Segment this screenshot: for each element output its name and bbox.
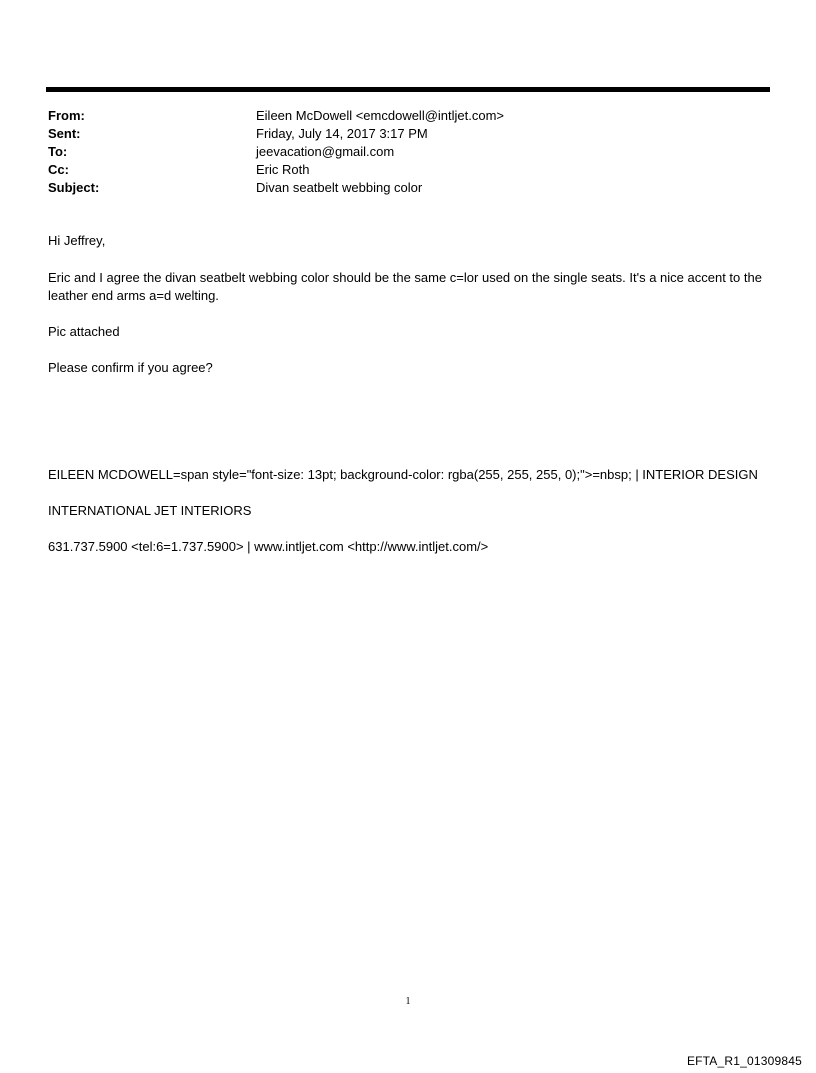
to-label: To:	[48, 144, 68, 159]
subject-value: Divan seatbelt webbing color	[256, 180, 423, 195]
confirm-question: Please confirm if you agree?	[48, 360, 213, 375]
from-label: From:	[48, 108, 85, 123]
pic-attached-note: Pic attached	[48, 324, 120, 339]
to-row	[48, 143, 768, 161]
signature-company: INTERNATIONAL JET INTERIORS	[48, 503, 252, 518]
email-header	[48, 107, 768, 197]
sent-label: Sent:	[48, 126, 81, 141]
from-value: Eileen McDowell <emcdowell@intljet.com>	[256, 108, 505, 123]
greeting: Hi Jeffrey,	[48, 233, 106, 248]
cc-value: Eric Roth	[256, 162, 310, 177]
header-divider	[46, 87, 770, 92]
cc-label: Cc:	[48, 162, 69, 177]
from-row	[48, 107, 768, 125]
signature-name-title: EILEEN MCDOWELL=span style="font-size: 13pt; background-color: rgba(255, 255, 255, 0);">=nbsp; | INTERIOR DESIGN	[48, 467, 758, 482]
to-value: jeevacation@gmail.com	[256, 144, 395, 159]
sent-row	[48, 125, 768, 143]
body-paragraph: Eric and I agree the divan seatbelt webbing color should be the same c=lor used on the single seats. It's a nice accent to the leather end arms a=d welting.	[48, 270, 762, 303]
sent-value: Friday, July 14, 2017 3:17 PM	[256, 126, 428, 141]
subject-label: Subject:	[48, 180, 100, 195]
cc-row	[48, 161, 768, 179]
subject-row	[48, 179, 768, 197]
page-number: 1	[405, 996, 411, 1007]
document-id: EFTA_R1_01309845	[686, 1054, 802, 1068]
signature-contact: 631.737.5900 <tel:6=1.737.5900> | www.intljet.com <http://www.intljet.com/>	[48, 539, 489, 554]
